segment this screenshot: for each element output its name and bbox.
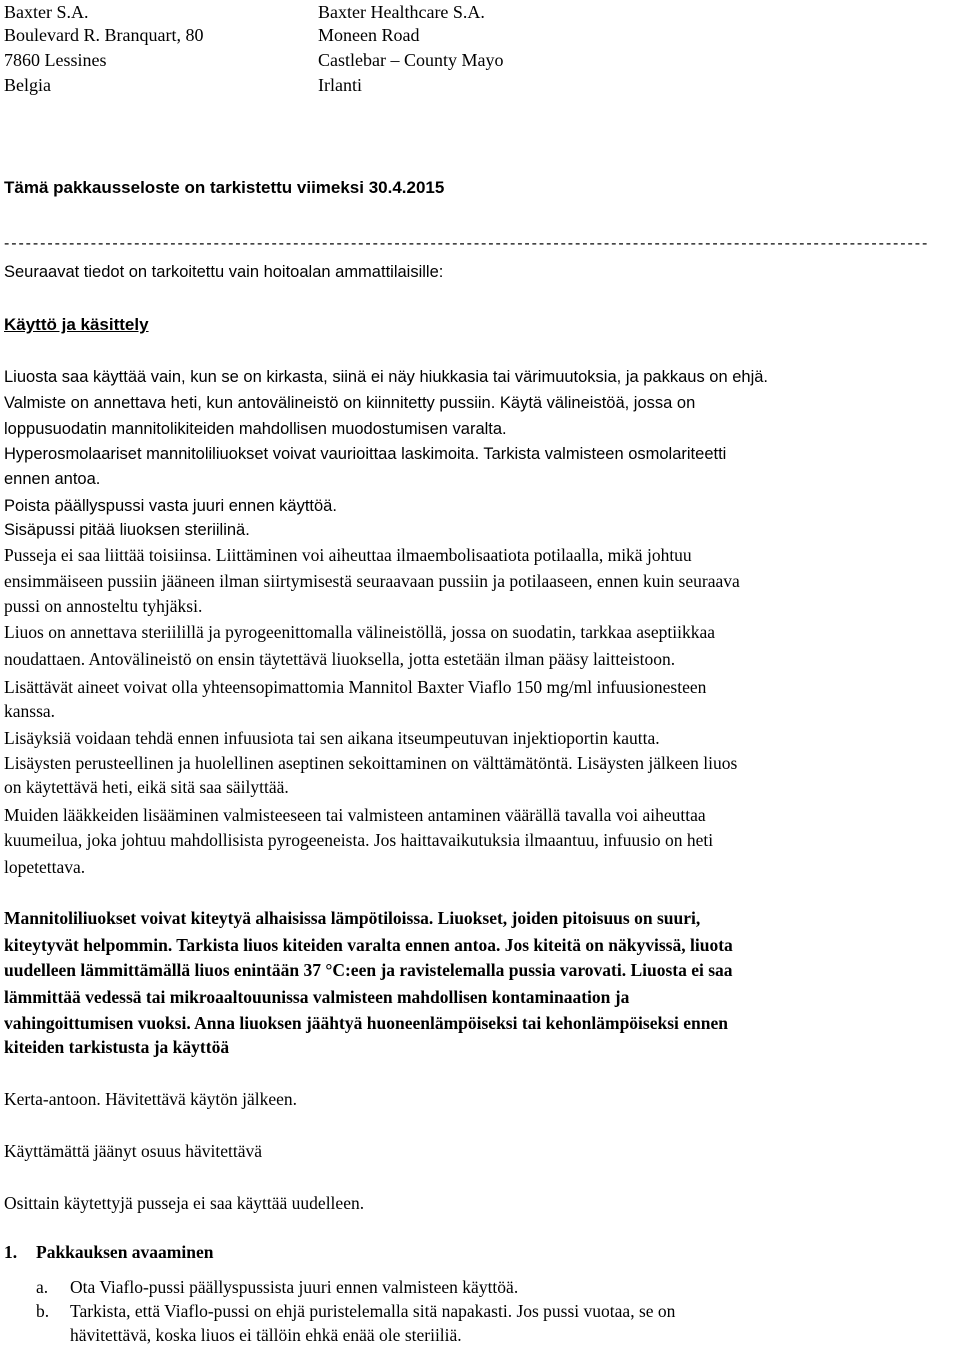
body-line: loppusuodatin mannitolikiteiden mahdollisen muodostumisen varalta. <box>4 420 507 438</box>
step-text: hävitettävä, koska liuos ei tällöin ehkä enää ole steriiliä. <box>70 1325 462 1345</box>
section-heading: Käyttö ja käsittely <box>4 315 149 334</box>
partial-use-note: Osittain käytettyjä pusseja ei saa käyttää uudelleen. <box>4 1193 365 1213</box>
warning-line: uudelleen lämmittämällä liuos enintään 37 °C:een ja ravistelemalla pussia varovati. Liuosta ei saa <box>4 960 733 980</box>
body-line: Muiden lääkkeiden lisääminen valmisteeseen tai valmisteen antaminen väärällä tavalla voi aiheuttaa <box>4 805 706 825</box>
revision-date: Tämä pakkausseloste on tarkistettu viimeksi 30.4.2015 <box>4 178 445 197</box>
body-line: Lisättävät aineet voivat olla yhteensopimattomia Mannitol Baxter Viaflo 150 mg/ml infuusionesteen <box>4 677 707 697</box>
warning-line: vahingoittumisen vuoksi. Anna liuoksen jäähtyä huoneenlämpöiseksi tai kehonlämpöiseksi ennen <box>4 1013 729 1033</box>
body-line: kuumeilua, joka johtuu mahdollisista pyrogeeneista. Jos haittavaikutuksia ilmaantuu, infuusio on heti <box>4 830 714 850</box>
sender-line: 7860 Lessines <box>4 50 107 70</box>
body-line: Valmiste on annettava heti, kun antovälineistö on kiinnitetty pussiin. Käytä välineistöä, jossa on <box>4 394 696 412</box>
body-line: Hyperosmolaariset mannitoliliuokset voivat vaurioittaa laskimoita. Tarkista valmisteen osmolariteetti <box>4 445 727 463</box>
sender-line: Belgia <box>4 75 51 95</box>
step-text: Tarkista, että Viaflo-pussi on ehjä puristelemalla sitä napakasti. Jos pussi vuotaa, se on <box>70 1301 676 1321</box>
discard-note: Käyttämättä jäänyt osuus hävitettävä <box>4 1141 263 1161</box>
warning-line: kiteytyvät helpommin. Tarkista liuos kiteiden varalta ennen antoa. Jos kiteitä on näkyvissä, liuota <box>4 935 733 955</box>
manufacturer-line: Baxter Healthcare S.A. <box>318 2 485 22</box>
warning-line: lämmittää vedessä tai mikroaaltouunissa valmisteen mahdollisen kontaminaation ja <box>4 987 630 1007</box>
body-line: on käytettävä heti, eikä sitä saa säilyttää. <box>4 777 289 797</box>
single-use-note: Kerta-antoon. Hävitettävä käytön jälkeen. <box>4 1089 298 1109</box>
body-line: kanssa. <box>4 701 56 721</box>
warning-line: Mannitoliliuokset voivat kiteytyä alhaisissa lämpötiloissa. Liuokset, joiden pitoisuus on suuri, <box>4 908 701 928</box>
manufacturer-line: Castlebar – County Mayo <box>318 50 504 70</box>
body-line: Liuos on annettava steriilillä ja pyrogeenittomalla välineistöllä, jossa on suodatin, tarkkaa aseptiikkaa <box>4 622 715 642</box>
professionals-intro: Seuraavat tiedot on tarkoitettu vain hoitoalan ammattilaisille: <box>4 263 444 281</box>
sender-line: Baxter S.A. <box>4 2 89 22</box>
manufacturer-line: Irlanti <box>318 75 362 95</box>
step-letter: a. <box>36 1277 49 1297</box>
body-line: Poista päällyspussi vasta juuri ennen käyttöä. <box>4 497 337 515</box>
body-line: Sisäpussi pitää liuoksen steriilinä. <box>4 521 250 539</box>
body-line: Lisäysten perusteellinen ja huolellinen aseptinen sekoittaminen on välttämätöntä. Lisäysten jälkeen liuos <box>4 753 738 773</box>
body-line: ennen antoa. <box>4 470 101 488</box>
body-line: pussi on annosteltu tyhjäksi. <box>4 596 203 616</box>
body-line: lopetettava. <box>4 857 86 877</box>
body-line: ensimmäiseen pussiin jääneen ilman siirtymisestä seuraavaan pussiin ja potilaaseen, ennen kuin seuraava <box>4 571 740 591</box>
sender-line: Boulevard R. Branquart, 80 <box>4 25 204 45</box>
section-title: Pakkauksen avaaminen <box>36 1242 214 1262</box>
warning-line: kiteiden tarkistusta ja käyttöä <box>4 1037 230 1057</box>
body-line: Lisäyksiä voidaan tehdä ennen infuusiota tai sen aikana itseumpeutuvan injektioportin kautta. <box>4 728 660 748</box>
section-number: 1. <box>4 1242 18 1262</box>
step-text: Ota Viaflo-pussi päällyspussista juuri ennen valmisteen käyttöä. <box>70 1277 519 1297</box>
step-letter: b. <box>36 1301 50 1321</box>
body-line: Pusseja ei saa liittää toisiinsa. Liittäminen voi aiheuttaa ilmaembolisaatiota potilaalla, mikä johtuu <box>4 545 692 565</box>
manufacturer-line: Moneen Road <box>318 25 420 45</box>
separator-line: -------------------------------------------------------------------------------------------------------------------------------- <box>4 236 930 252</box>
body-line: noudattaen. Antovälineistö on ensin täytettävä liuoksella, jotta estetään ilman pääsy laitteistoon. <box>4 649 676 669</box>
body-line: Liuosta saa käyttää vain, kun se on kirkasta, siinä ei näy hiukkasia tai värimuutoksia, ja pakkaus on ehjä. <box>4 368 769 386</box>
